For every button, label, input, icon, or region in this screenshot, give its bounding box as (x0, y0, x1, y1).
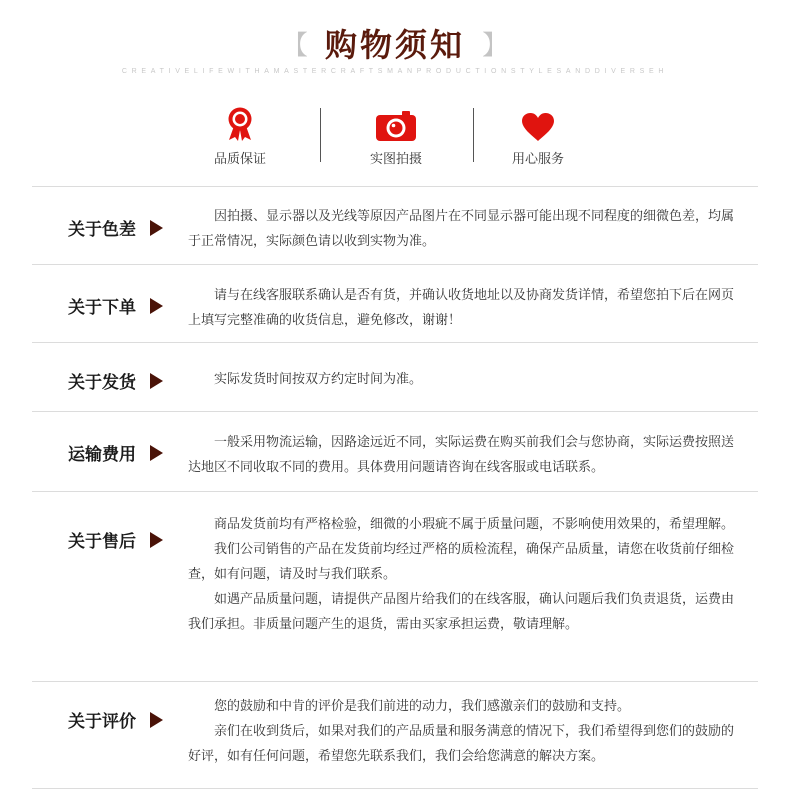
heart-icon (478, 106, 598, 142)
section-heading (68, 215, 163, 240)
section-freight (32, 411, 758, 492)
section-shipping (32, 342, 758, 412)
section-heading (68, 368, 163, 393)
page-header (0, 0, 790, 100)
ribbon-award-icon (180, 106, 300, 142)
page-subtitle: CREATIVELIFEWITHAMASTERCRAFTSMANPRODUCTIONSTYLESANDDIVERSEH (121, 68, 669, 75)
section-heading (68, 527, 163, 552)
section-title: 关于售后 (68, 532, 136, 552)
section-paragraph: 商品发货前均有严格检验，细微的小瑕疵不属于质量问题，不影响使用效果的，希望理解。 (214, 517, 735, 532)
section-title: 关于下单 (68, 298, 136, 318)
section-paragraph: 一般采用物流运输，因路途远近不同，实际运费在购买前我们会与您协商，实际运费按照送达地区不同收取不同的费用。具体费用问题请咨询在线客服或电话联系。 (188, 435, 735, 475)
feature-label: 用心服务 (511, 152, 564, 167)
title-bracket-left: 【 (281, 30, 308, 61)
section-paragraph: 您的鼓励和中肯的评价是我们前进的动力，我们感激亲们的鼓励和支持。 (214, 699, 631, 714)
section-reviews (32, 681, 758, 789)
triangle-right-icon (150, 445, 163, 461)
section-paragraph: 如遇产品质量问题，请提供产品图片给我们的在线客服，确认问题后我们负责退货，运费由我们承担。非质量问题产生的退货，需由买家承担运费，敬请理解。 (188, 592, 735, 632)
section-body (188, 694, 738, 769)
section-color-difference (32, 186, 758, 265)
triangle-right-icon (150, 373, 163, 389)
section-body (188, 512, 738, 637)
feature-service (478, 106, 598, 167)
section-title: 运输费用 (68, 445, 136, 465)
title-row (0, 20, 790, 66)
triangle-right-icon (150, 712, 163, 728)
section-paragraph: 请与在线客服联系确认是否有货，并确认收货地址以及协商发货详情，希望您拍下后在网页上填写完整准确的收货信息，避免修改，谢谢！ (188, 288, 735, 328)
feature-divider (320, 108, 321, 162)
section-heading (68, 293, 163, 318)
section-body (188, 283, 738, 333)
section-after-sales (32, 491, 758, 682)
section-body (188, 430, 738, 480)
feature-quality (180, 106, 300, 167)
section-paragraph: 亲们在收到货后，如果对我们的产品质量和服务满意的情况下，我们希望得到您们的鼓励的好评，如有任何问题，希望您先联系我们，我们会给您满意的解决方案。 (188, 724, 735, 764)
section-ordering (32, 264, 758, 343)
feature-label: 实图拍摄 (369, 152, 422, 167)
section-paragraph: 实际发货时间按双方约定时间为准。 (214, 372, 423, 387)
section-heading (68, 440, 163, 465)
section-title: 关于评价 (68, 712, 136, 732)
feature-divider (473, 108, 474, 162)
feature-photo (336, 106, 456, 167)
section-title: 关于发货 (68, 373, 136, 393)
triangle-right-icon (150, 298, 163, 314)
page-title: 购物须知 (324, 26, 465, 64)
triangle-right-icon (150, 220, 163, 236)
feature-strip (170, 106, 620, 166)
section-paragraph: 因拍摄、显示器以及光线等原因产品图片在不同显示器可能出现不同程度的细微色差，均属于正常情况，实际颜色请以收到实物为准。 (188, 209, 735, 249)
feature-label: 品质保证 (213, 152, 266, 167)
section-title: 关于色差 (68, 220, 136, 240)
triangle-right-icon (150, 532, 163, 548)
title-bracket-right: 】 (482, 30, 509, 61)
section-body (188, 204, 738, 254)
section-body (188, 367, 738, 392)
section-heading (68, 707, 163, 732)
camera-icon (336, 106, 456, 142)
section-paragraph: 我们公司销售的产品在发货前均经过严格的质检流程，确保产品质量，请您在收货前仔细检查，如有问题，请及时与我们联系。 (188, 542, 735, 582)
